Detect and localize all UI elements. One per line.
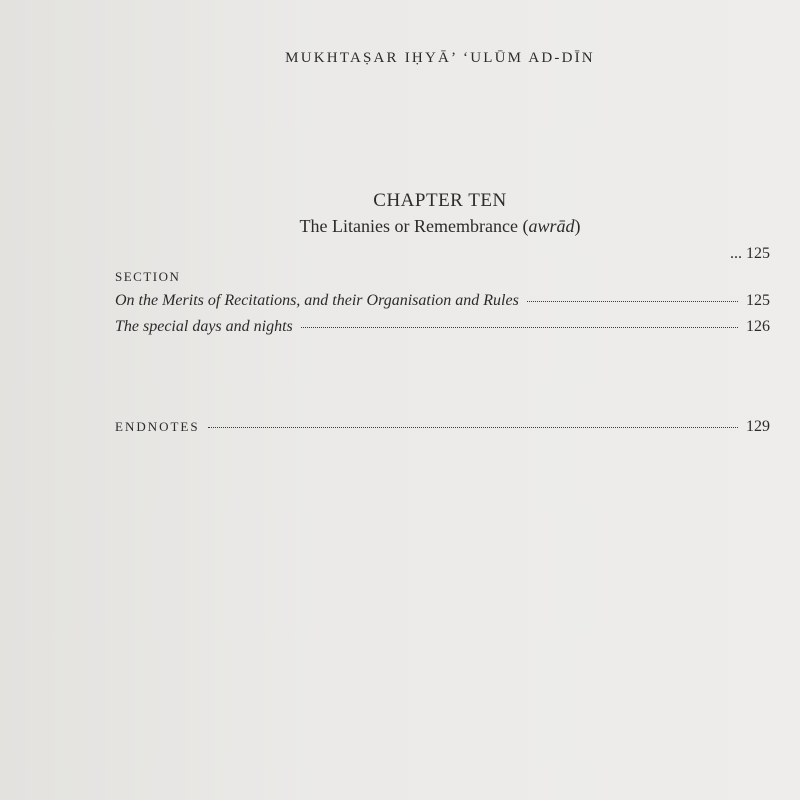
chapter-page-ref: ... 125 [730,245,770,262]
toc-entry [115,292,770,310]
toc-entry-title: The special days and nights [115,318,293,335]
chapter-subtitle-italic: awrād [528,216,575,236]
chapter-subtitle-suffix: ) [574,216,581,236]
endnotes-label: ENDNOTES [115,419,200,434]
toc-entry-page: 126 [746,318,770,335]
chapter-subtitle-prefix: The Litanies or Remembrance ( [299,216,529,236]
toc-entry-title: On the Merits of Recitations, and their Organisation and Rules [115,292,519,309]
running-head: MUKHTAṢAR IḤYĀ’ ‘ULŪM AD-DĪN [285,50,595,66]
endnotes-entry [115,418,770,436]
chapter-title: CHAPTER TEN [373,190,507,211]
endnotes-page: 129 [746,418,770,435]
chapter-subtitle [200,216,680,237]
section-label: SECTION [115,269,181,284]
toc-entry-page: 125 [746,292,770,309]
dot-leader [208,427,738,428]
dot-leader [527,301,738,302]
toc-entry [115,318,770,336]
dot-leader [301,327,738,328]
